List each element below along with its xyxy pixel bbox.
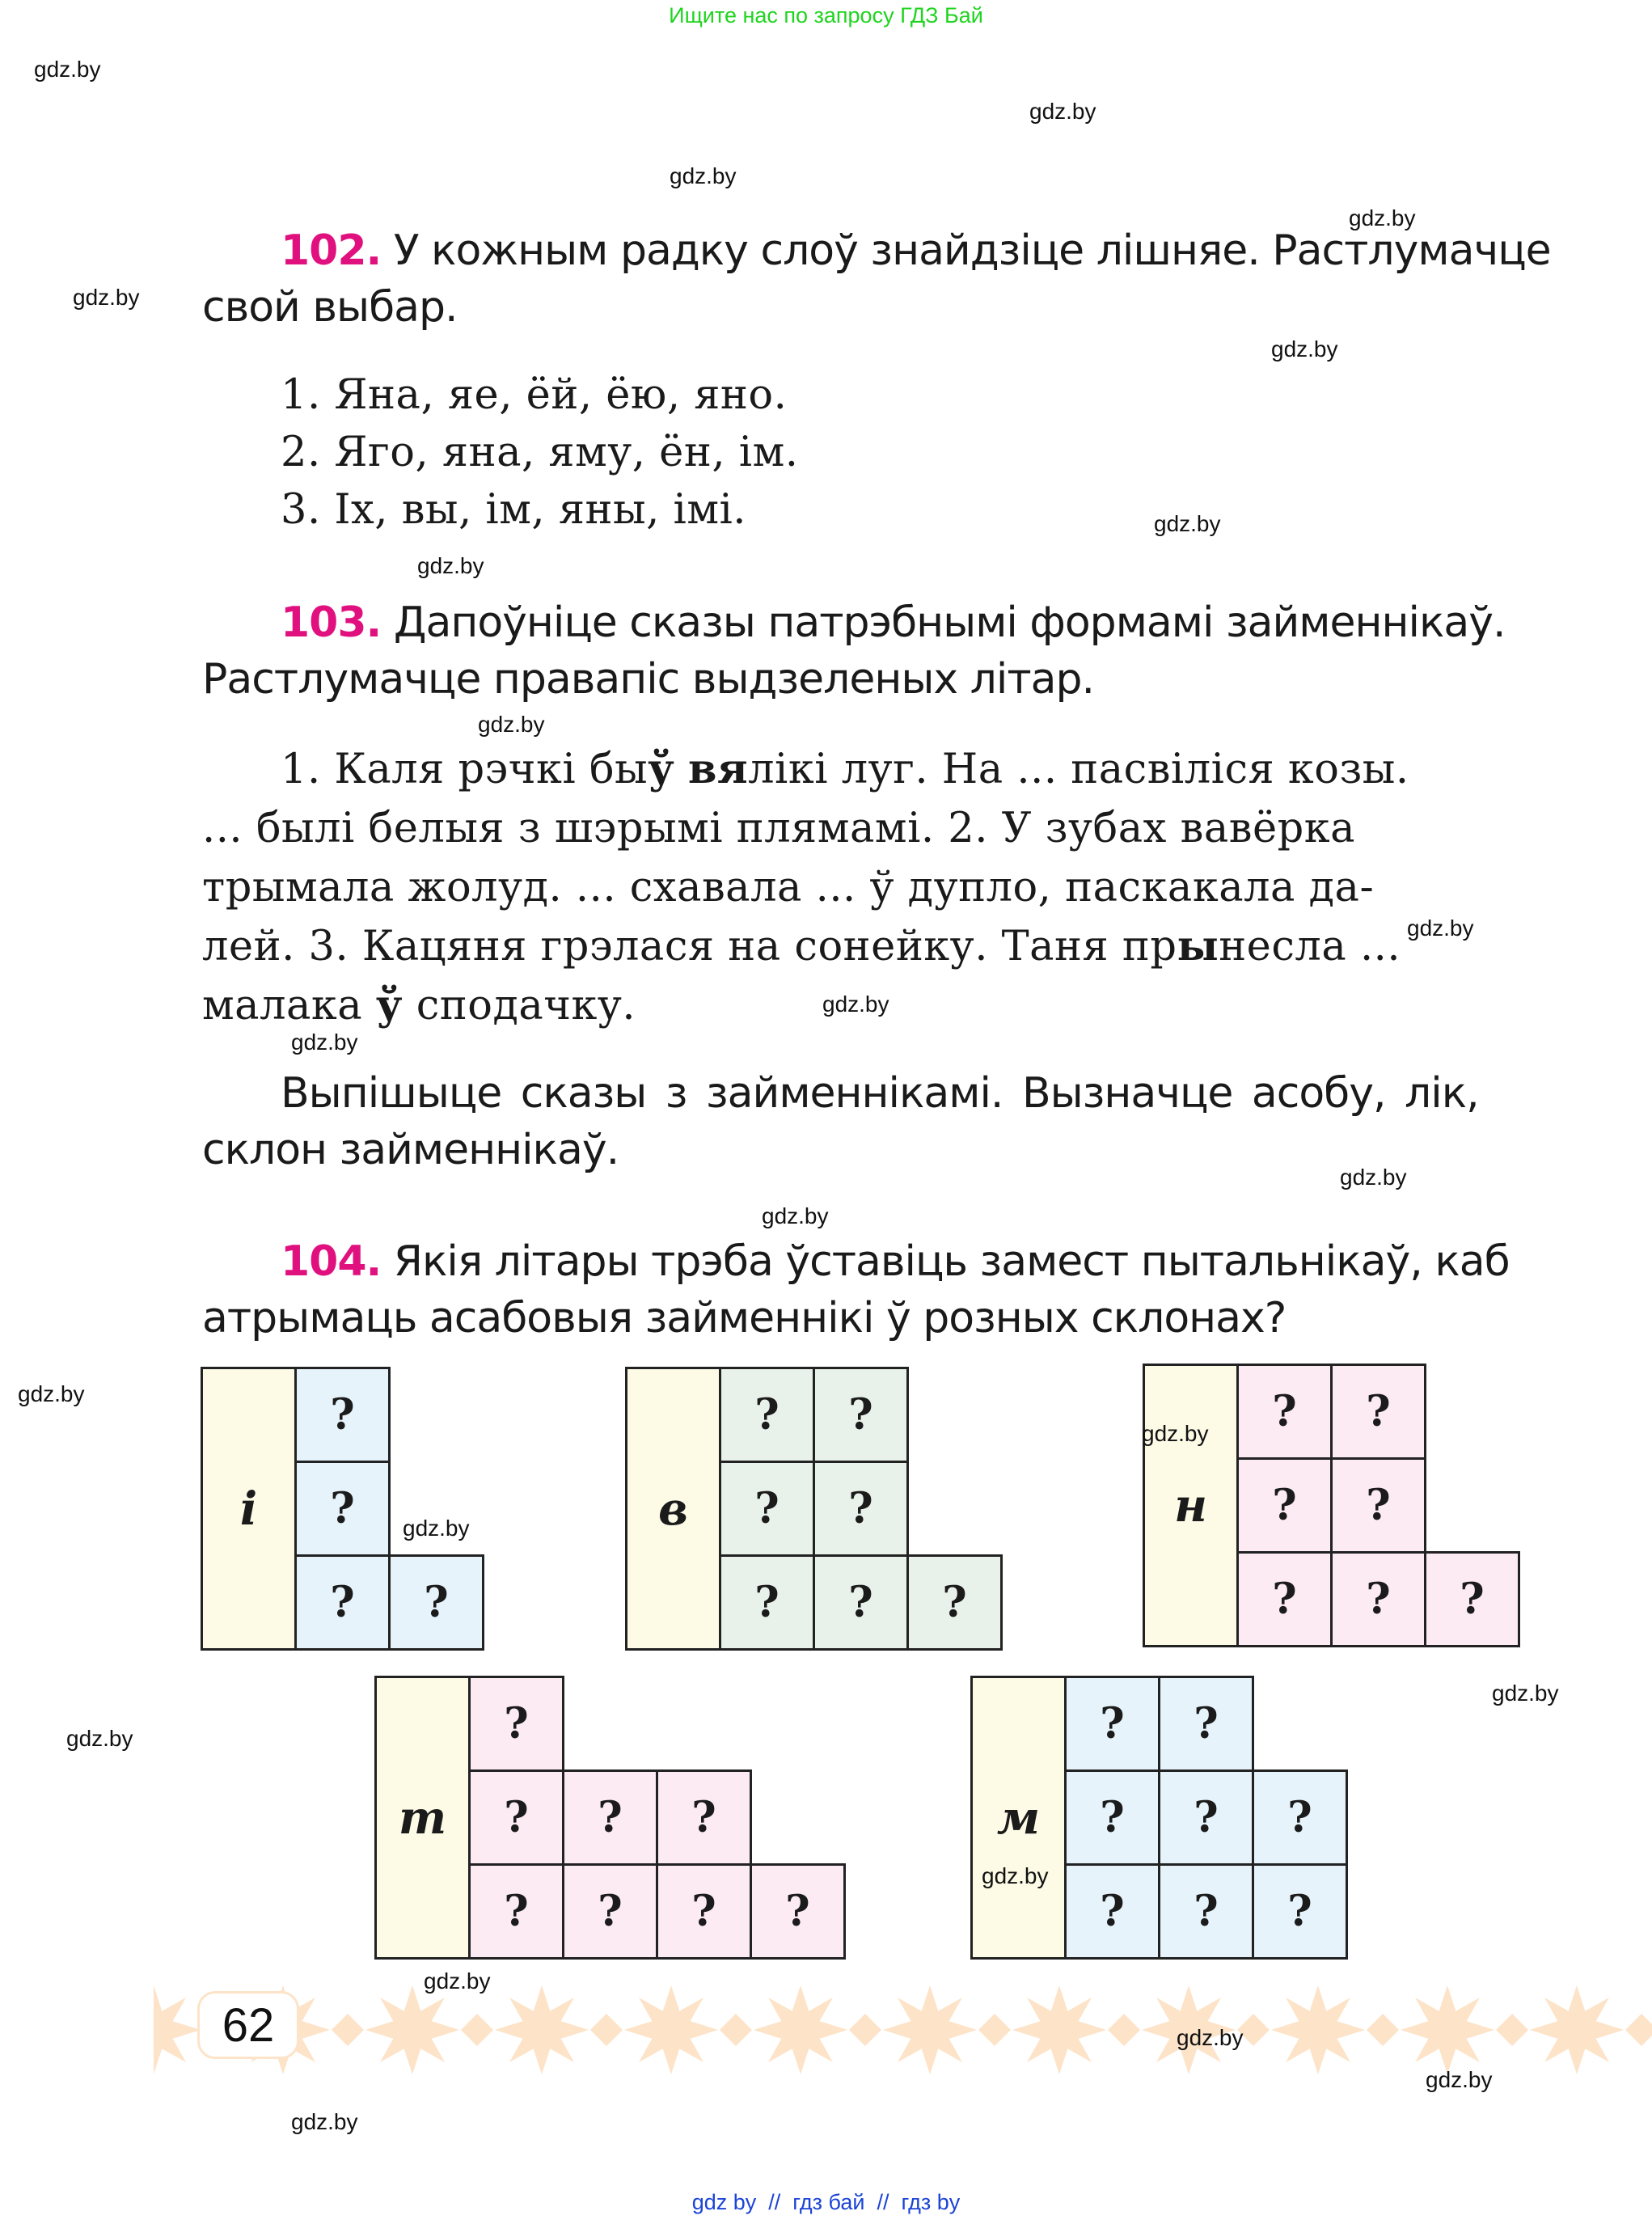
ex103-text-line1: 1. Каля рэчкі быў вялікі луг. На ... пасвіліся козы. <box>281 745 1409 793</box>
watermark: gdz.by <box>403 1516 470 1541</box>
letter-blank-cell[interactable]: ? <box>1252 1769 1348 1866</box>
watermark: gdz.by <box>417 553 484 578</box>
watermark: gdz.by <box>18 1381 85 1406</box>
letter-blank-cell[interactable]: ? <box>562 1769 658 1866</box>
letter-blank-cell[interactable]: ? <box>1330 1457 1426 1554</box>
grid-start-letter: т <box>374 1676 471 1960</box>
watermark: gdz.by <box>478 712 545 737</box>
grid-start-letter: м <box>970 1676 1067 1960</box>
watermark: gdz.by <box>73 285 140 310</box>
letter-blank-cell[interactable]: ? <box>294 1367 391 1463</box>
letter-blank-cell[interactable]: ? <box>813 1461 909 1557</box>
highlight-letter: ў <box>375 981 403 1030</box>
ex102-prompt-line1: 102. У кожным радку слоў знайдзіце лішняе. Растлумачце <box>281 226 1551 275</box>
letter-blank-cell[interactable]: ? <box>388 1554 484 1651</box>
ex103-task-line2: склон займеннікаў. <box>202 1126 619 1174</box>
watermark: gdz.by <box>1177 2025 1244 2050</box>
letter-blank-cell[interactable]: ? <box>1158 1863 1254 1960</box>
watermark: gdz.by <box>66 1726 133 1751</box>
letter-blank-cell[interactable]: ? <box>1424 1551 1520 1647</box>
ex103-text-line3: трымала жолуд. ... схавала ... ў дупло, паскакала да- <box>202 864 1375 911</box>
letter-blank-cell[interactable]: ? <box>294 1461 391 1557</box>
grid-start-letter: і <box>201 1367 297 1651</box>
ex103-task-line1: Выпішыце сказы з займеннікамі. Вызначце асобу, лік, <box>281 1069 1479 1118</box>
letter-blank-cell[interactable]: ? <box>656 1863 752 1960</box>
letter-blank-cell[interactable]: ? <box>1236 1457 1333 1554</box>
bottom-banner[interactable]: gdz by // гдз бай // гдз by <box>691 2190 961 2214</box>
page-number: 62 <box>197 1991 299 2059</box>
watermark: gdz.by <box>1407 915 1474 941</box>
letter-blank-cell[interactable]: ? <box>1064 1769 1160 1866</box>
watermark: gdz.by <box>1271 336 1338 362</box>
ex102-item-2: 2. Яго, яна, яму, ён, ім. <box>281 429 799 476</box>
letter-blank-cell[interactable]: ? <box>1330 1551 1426 1647</box>
ex102-number: 102. <box>281 226 382 275</box>
watermark: gdz.by <box>291 2109 358 2134</box>
ex102-prompt-line2: свой выбар. <box>202 283 458 332</box>
letter-blank-cell[interactable]: ? <box>719 1554 815 1651</box>
folk-ornament-border <box>154 1985 1652 2074</box>
ex103-prompt-line1: 103. Дапоўніце сказы патрэбнымі формамі займеннікаў. <box>281 598 1506 647</box>
watermark: gdz.by <box>822 991 889 1017</box>
ex103-text-line5: малака ў сподачку. <box>202 981 636 1030</box>
top-banner[interactable]: Ищите нас по запросу ГДЗ Бай <box>669 3 983 27</box>
watermark: gdz.by <box>982 1863 1049 1888</box>
letter-blank-cell[interactable]: ? <box>562 1863 658 1960</box>
letter-blank-cell[interactable]: ? <box>1330 1364 1426 1460</box>
ex104-number: 104. <box>281 1237 382 1286</box>
watermark: gdz.by <box>1142 1421 1209 1446</box>
grid-start-letter: в <box>625 1367 721 1651</box>
highlight-letter: ў <box>648 745 675 793</box>
grid-start-letter: н <box>1143 1364 1239 1647</box>
watermark: gdz.by <box>762 1203 829 1228</box>
letter-blank-cell[interactable]: ? <box>468 1769 564 1866</box>
letter-blank-cell[interactable]: ? <box>468 1863 564 1960</box>
watermark: gdz.by <box>291 1030 358 1055</box>
highlight-letter: вя <box>688 745 749 793</box>
letter-blank-cell[interactable]: ? <box>1158 1676 1254 1772</box>
letter-blank-cell[interactable]: ? <box>294 1554 391 1651</box>
watermark: gdz.by <box>34 57 101 82</box>
letter-blank-cell[interactable]: ? <box>750 1863 846 1960</box>
letter-blank-cell[interactable]: ? <box>906 1554 1003 1651</box>
letter-blank-cell[interactable]: ? <box>468 1676 564 1772</box>
ex103-text-line4: лей. 3. Кацяня грэлася на сонейку. Таня прынесла ... <box>202 922 1401 970</box>
ex102-item-1: 1. Яна, яе, ёй, ёю, яно. <box>281 371 788 419</box>
watermark: gdz.by <box>424 1968 491 1994</box>
letter-blank-cell[interactable]: ? <box>1158 1769 1254 1866</box>
letter-blank-cell[interactable]: ? <box>1064 1676 1160 1772</box>
letter-blank-cell[interactable]: ? <box>813 1554 909 1651</box>
letter-blank-cell[interactable]: ? <box>719 1367 815 1463</box>
highlight-letter: ы <box>1177 922 1219 970</box>
watermark: gdz.by <box>670 163 737 188</box>
letter-blank-cell[interactable]: ? <box>1236 1364 1333 1460</box>
ex103-text-line2: ... былі белыя з шэрымі плямамі. 2. У зубах вавёрка <box>202 805 1356 852</box>
watermark: gdz.by <box>1426 2067 1493 2092</box>
watermark: gdz.by <box>1154 511 1221 536</box>
ex104-prompt-line1: 104. Якія літары трэба ўставіць замест пытальнікаў, каб <box>281 1237 1510 1286</box>
letter-blank-cell[interactable]: ? <box>656 1769 752 1866</box>
watermark: gdz.by <box>1029 99 1096 124</box>
watermark: gdz.by <box>1492 1681 1559 1706</box>
letter-blank-cell[interactable]: ? <box>1064 1863 1160 1960</box>
ex103-number: 103. <box>281 598 382 647</box>
watermark: gdz.by <box>1340 1165 1407 1190</box>
ex103-prompt-line2: Растлумачце правапіс выдзеленых літар. <box>202 655 1095 704</box>
letter-blank-cell[interactable]: ? <box>1236 1551 1333 1647</box>
ex102-item-3: 3. Іх, вы, ім, яны, імі. <box>281 486 747 534</box>
letter-blank-cell[interactable]: ? <box>1252 1863 1348 1960</box>
letter-blank-cell[interactable]: ? <box>813 1367 909 1463</box>
ex104-prompt-line2: атрымаць асабовыя займеннікі ў розных склонах? <box>202 1294 1287 1342</box>
letter-blank-cell[interactable]: ? <box>719 1461 815 1557</box>
watermark: gdz.by <box>1349 205 1416 230</box>
